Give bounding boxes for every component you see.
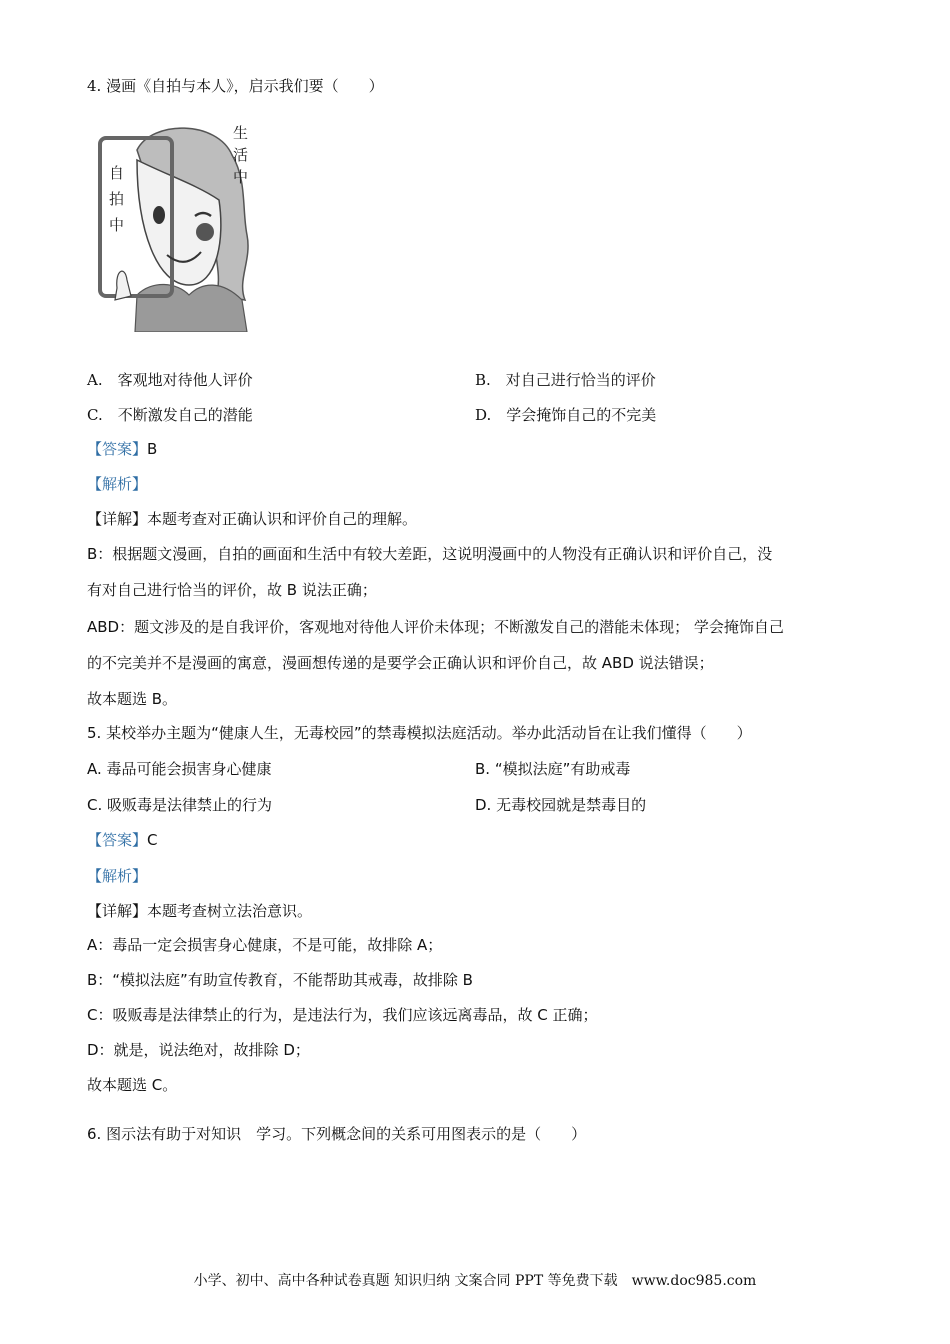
q5-option-a: A. 毒品可能会损害身心健康 (87, 760, 272, 778)
q5-option-c: C. 吸贩毒是法律禁止的行为 (87, 796, 273, 814)
q4-answer (87, 439, 157, 459)
q4-option-c: C. 不断激发自己的潜能 (87, 406, 253, 424)
q5-detail (87, 901, 312, 921)
q5-line-2: B：“模拟法庭”有助宣传教育，不能帮助其戒毒，故排除 B (87, 971, 473, 989)
answer-label: 【答案】 (87, 440, 148, 458)
q4-line-3: ABD：题文涉及的是自我评价，客观地对待他人评价未体现；不断激发自己的潜能未体现； 学会掩饰自己 (87, 618, 784, 636)
q5-answer (87, 830, 158, 850)
q5-stem: 5. 某校举办主题为“健康人生，无毒校园”的禁毒模拟法庭活动。举办此活动旨在让我们懂得（ ） (87, 724, 752, 742)
q4-analysis-label: 【解析】 (87, 475, 148, 493)
life-text-1: 生 (233, 124, 249, 142)
q4-line-4: 的不完美并不是漫画的寓意，漫画想传递的是要学会正确认识和评价自己，故 ABD 说法错误； (87, 654, 714, 672)
cartoon-image (97, 120, 262, 332)
phone-text-2: 拍 (109, 190, 125, 208)
detail-label: 【详解】 (87, 510, 148, 528)
detail-label: 【详解】 (87, 902, 148, 920)
answer-value: B (147, 440, 158, 458)
footer-text: 小学、初中、高中各种试卷真题 知识归纳 文案合同 PPT 等免费下载 www.doc985.com (193, 1273, 757, 1289)
q4-option-d: D. 学会掩饰自己的不完美 (475, 406, 657, 424)
q5-line-5: 故本题选 C。 (87, 1076, 178, 1094)
svg-text:生 活 中 (233, 124, 253, 186)
answer-value: C (147, 831, 158, 849)
phone-text-3: 中 (109, 216, 125, 234)
q4-detail (87, 509, 417, 529)
life-text-2: 活 (233, 146, 249, 164)
q5-option-b: B. “模拟法庭”有助戒毒 (475, 760, 631, 778)
q4-option-b: B. 对自己进行恰当的评价 (475, 371, 656, 389)
q5-line-3: C：吸贩毒是法律禁止的行为，是违法行为，我们应该远离毒品，故 C 正确； (87, 1006, 598, 1024)
life-text-3: 中 (233, 168, 249, 186)
q5-line-4: D：就是，说法绝对，故排除 D； (87, 1041, 310, 1059)
q4-line-2: 有对自己进行恰当的评价，故 B 说法正确； (87, 581, 377, 599)
q4-line-5: 故本题选 B。 (87, 690, 178, 708)
q4-line-1: B：根据题文漫画，自拍的画面和生活中有较大差距，这说明漫画中的人物没有正确认识和评价自己，没 (87, 545, 773, 563)
detail-text: 本题考查树立法治意识。 (147, 902, 313, 920)
q5-line-1: A：毒品一定会损害身心健康，不是可能，故排除 A； (87, 936, 443, 954)
q5-option-d: D. 无毒校园就是禁毒目的 (475, 796, 647, 814)
answer-label: 【答案】 (87, 831, 148, 849)
q4-stem: 4. 漫画《自拍与本人》，启示我们要（ ） (87, 77, 384, 95)
phone-text-1: 自 (109, 164, 125, 182)
q5-analysis-label: 【解析】 (87, 867, 148, 885)
svg-text:自 拍 中 (109, 164, 129, 234)
q4-option-a: A. 客观地对待他人评价 (87, 371, 253, 389)
q6-stem: 6. 图示法有助于对知识 学习。下列概念间的关系可用图表示的是（ ） (87, 1125, 587, 1143)
detail-text: 本题考查对正确认识和评价自己的理解。 (147, 510, 418, 528)
